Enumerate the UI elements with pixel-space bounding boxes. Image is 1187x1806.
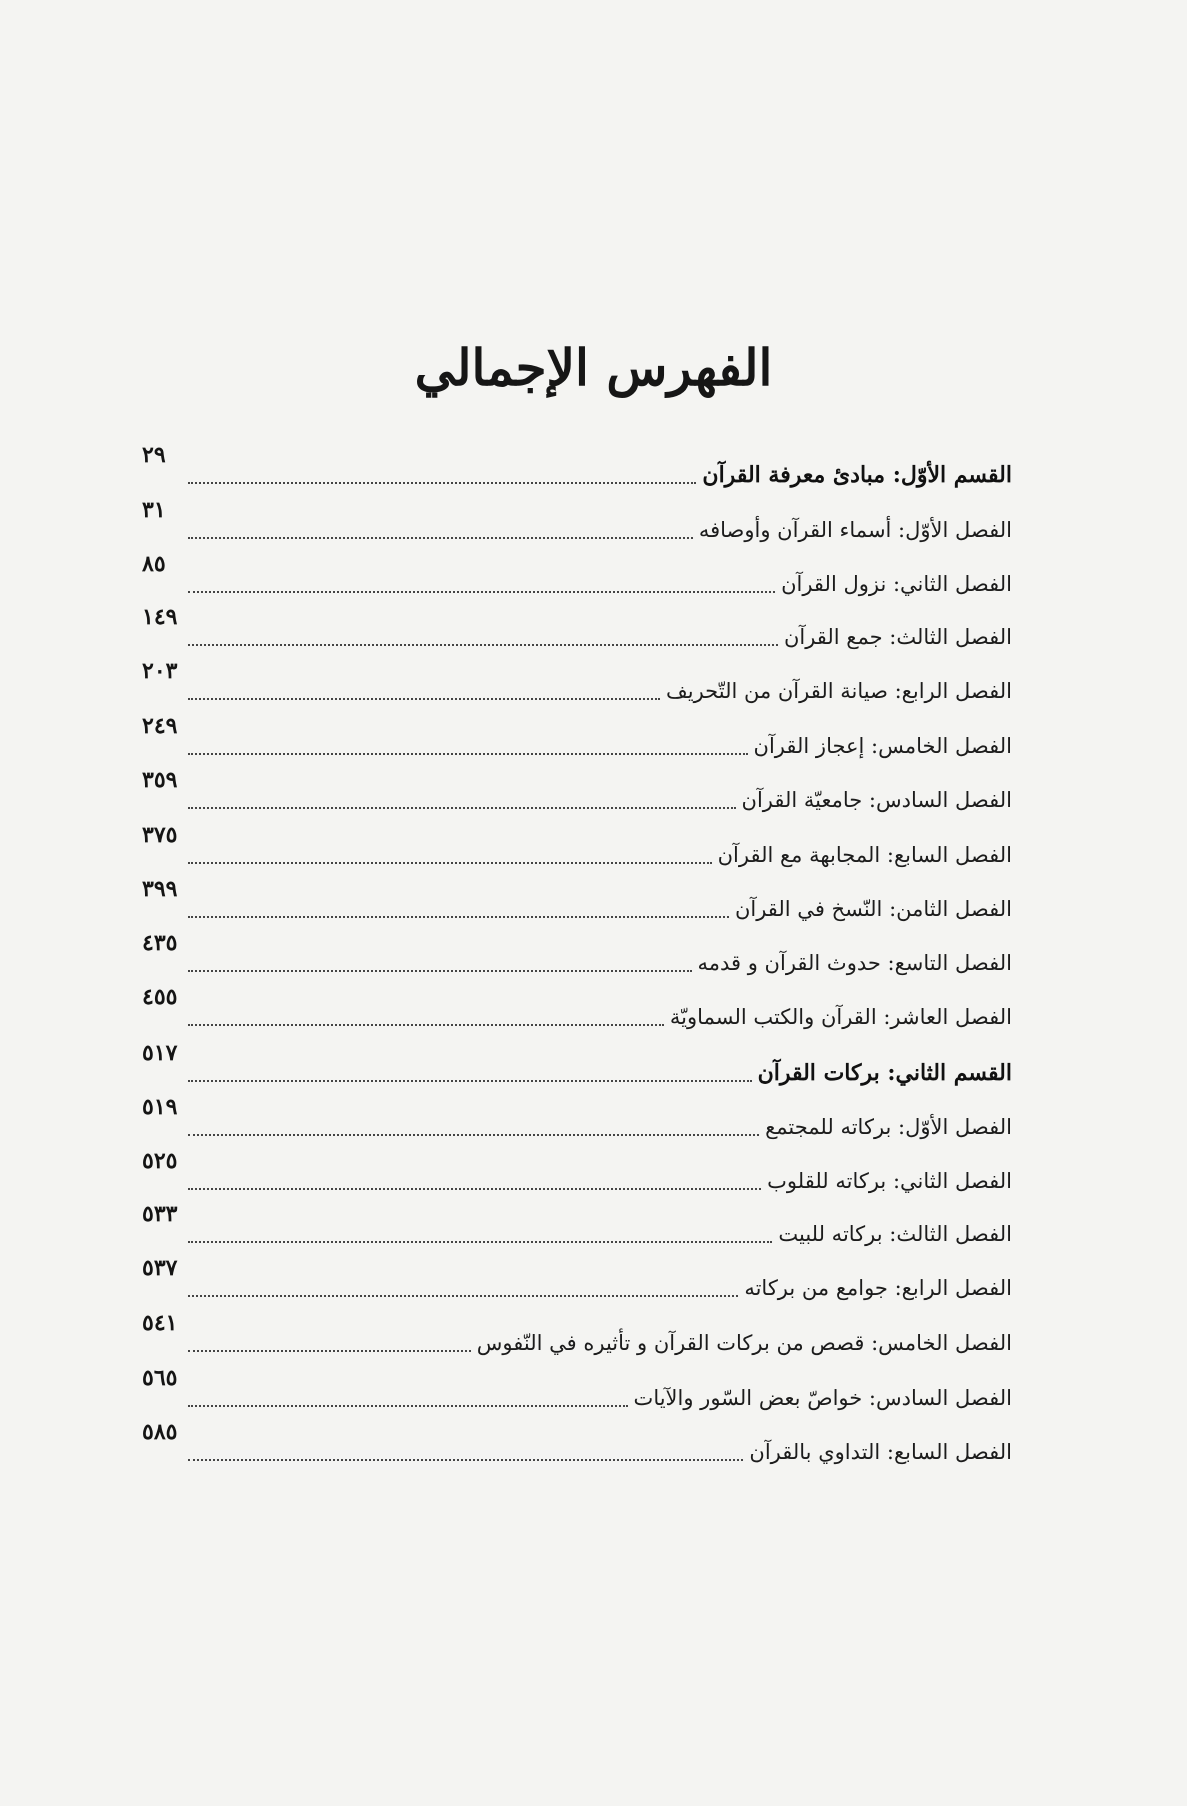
toc-entry-label: الفصل العاشر: القرآن والكتب السماويّة (669, 1005, 1012, 1029)
dot-leader (188, 697, 660, 700)
toc-entry-label: الفصل السابع: المجابهة مع القرآن (717, 843, 1012, 867)
dot-leader (188, 1458, 743, 1461)
toc-chapter-entry[interactable] (142, 822, 1012, 870)
toc-chapter-entry[interactable] (142, 658, 1012, 706)
toc-entry-label: الفصل الأوّل: بركاته للمجتمع (765, 1115, 1012, 1139)
dot-leader (188, 1079, 752, 1082)
dot-leader (188, 1023, 664, 1026)
toc-entry-label: الفصل الثالث: بركاته للبيت (778, 1222, 1012, 1246)
toc-entry-label: الفصل الرابع: جوامع من بركاته (744, 1276, 1012, 1300)
toc-page-number: ١٤٩ (142, 604, 178, 630)
toc-page-number: ٥١٩ (142, 1094, 178, 1120)
toc-chapter-entry[interactable] (142, 497, 1012, 545)
toc-chapter-entry[interactable] (142, 1255, 1012, 1303)
toc-entry-label: الفصل التاسع: حدوث القرآن و قدمه (697, 951, 1012, 975)
toc-chapter-entry[interactable] (142, 1201, 1012, 1249)
toc-page-number: ٤٣٥ (142, 930, 178, 956)
toc-entry-label: القسم الثاني: بركات القرآن (757, 1060, 1012, 1086)
toc-chapter-entry[interactable] (142, 1094, 1012, 1142)
dot-leader (188, 590, 775, 593)
toc-entry-label: الفصل الخامس: قصص من بركات القرآن و تأثيره في النّفوس (476, 1331, 1012, 1355)
toc-chapter-entry[interactable] (142, 604, 1012, 652)
dot-leader (188, 536, 693, 539)
toc-page-number: ٥٣٣ (142, 1201, 178, 1227)
dot-leader (188, 969, 692, 972)
toc-chapter-entry[interactable] (142, 984, 1012, 1032)
toc-entry-label: الفصل الثامن: النّسخ في القرآن (734, 897, 1012, 921)
toc-page-number: ٥٣٧ (142, 1255, 178, 1281)
toc-part-entry[interactable] (142, 442, 1012, 490)
toc-chapter-entry[interactable] (142, 767, 1012, 815)
toc-page-number: ٥٤١ (142, 1310, 178, 1336)
toc-page-number: ٣١ (142, 497, 166, 523)
toc-page-number: ٣٩٩ (142, 876, 178, 902)
toc-page-number: ٢٩ (142, 442, 166, 468)
toc-page-number: ٥٨٥ (142, 1419, 178, 1445)
toc-chapter-entry[interactable] (142, 1419, 1012, 1467)
toc-chapter-entry[interactable] (142, 713, 1012, 761)
toc-page-number: ٤٥٥ (142, 984, 178, 1010)
dot-leader (188, 806, 736, 809)
toc-part-entry[interactable] (142, 1040, 1012, 1088)
toc-entry-label: الفصل الرابع: صيانة القرآن من التّحريف (666, 679, 1012, 703)
dot-leader (188, 1240, 772, 1243)
toc-entry-label: القسم الأوّل: مبادئ معرفة القرآن (702, 462, 1012, 488)
toc-chapter-entry[interactable] (142, 1310, 1012, 1358)
dot-leader (188, 1187, 761, 1190)
toc-page-number: ٢٠٣ (142, 658, 178, 684)
dot-leader (188, 481, 696, 484)
toc-entry-label: الفصل الثاني: بركاته للقلوب (767, 1169, 1012, 1193)
page-title: الفهرس الإجمالي (414, 338, 773, 397)
toc-chapter-entry[interactable] (142, 551, 1012, 599)
toc-page-number: ٨٥ (142, 551, 166, 577)
toc-page-number: ٢٤٩ (142, 713, 178, 739)
toc-chapter-entry[interactable] (142, 930, 1012, 978)
dot-leader (188, 752, 748, 755)
toc-page-number: ٥٦٥ (142, 1365, 178, 1391)
toc-entry-label: الفصل السابع: التداوي بالقرآن (749, 1440, 1012, 1464)
dot-leader (188, 1349, 471, 1352)
toc-chapter-entry[interactable] (142, 876, 1012, 924)
dot-leader (188, 1133, 759, 1136)
toc-entry-label: الفصل الخامس: إعجاز القرآن (753, 734, 1012, 758)
dot-leader (188, 643, 778, 646)
toc-chapter-entry[interactable] (142, 1365, 1012, 1413)
toc-entry-label: الفصل السادس: خواصّ بعض السّور والآيات (633, 1386, 1012, 1410)
dot-leader (188, 1404, 628, 1407)
dot-leader (188, 1294, 738, 1297)
toc-entry-label: الفصل السادس: جامعيّة القرآن (741, 788, 1012, 812)
toc-page-number: ٥٢٥ (142, 1148, 178, 1174)
toc-chapter-entry[interactable] (142, 1148, 1012, 1196)
dot-leader (188, 915, 729, 918)
toc-page-number: ٣٧٥ (142, 822, 178, 848)
dot-leader (188, 861, 712, 864)
toc-page-number: ٥١٧ (142, 1040, 178, 1066)
toc-entry-label: الفصل الثاني: نزول القرآن (781, 572, 1012, 596)
toc-entry-label: الفصل الأوّل: أسماء القرآن وأوصافه (698, 518, 1012, 542)
toc-page-number: ٣٥٩ (142, 767, 178, 793)
toc-entry-label: الفصل الثالث: جمع القرآن (783, 625, 1012, 649)
